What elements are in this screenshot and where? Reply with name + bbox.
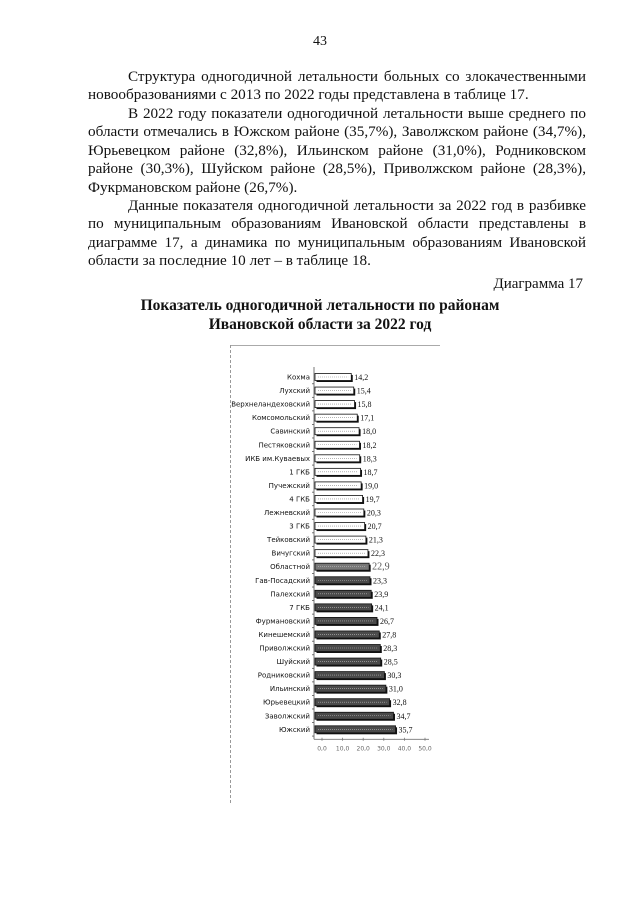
value-label: 20,7	[367, 522, 382, 532]
category-label: Верхнеландеховский	[231, 400, 310, 409]
value-axis-tick-label: 50,0	[418, 745, 432, 753]
paragraph-3-text: Данные показателя одногодичной летальности за 2022 год в разбивке по муниципальным образованиям Ивановской области представлены в диаграмме 17, а динамика по муниципальным образованиям Ивановской области за последние 10 лет – в таблице 18.	[88, 197, 586, 270]
category-label: Пестяковский	[258, 441, 310, 450]
diagram-caption-label: Диаграмма 17	[493, 276, 583, 292]
category-label: 7 ГКБ	[289, 603, 310, 612]
paragraph-2-text: В 2022 году показатели одногодичной летальности выше среднего по области отмечались в Южском районе (35,7%), Заволжском районе (34,7%), Юрьевецком районе (32,8%), Ильинском районе (31,0%), Родниковском районе (30,3%), Шуйском районе (28,5%), Приволжском районе (28,3%), Фукрмановском районе (26,7%).	[88, 105, 586, 196]
value-label: 19,7	[365, 494, 380, 504]
paragraph-1-text: Структура одногодичной летальности больных со злокачественными новообразованиями с 2013 по 2022 годы представлена в таблице 17.	[88, 68, 586, 104]
category-label: Ильинский	[269, 685, 310, 694]
value-axis-tick-label: 30,0	[377, 745, 391, 753]
value-label: 17,1	[360, 413, 375, 423]
value-label: 19,0	[364, 481, 379, 491]
bar-8	[315, 468, 361, 475]
value-label: 34,7	[396, 711, 411, 721]
value-axis-tick-label: 0,0	[317, 745, 327, 753]
value-label: 24,1	[374, 603, 389, 613]
value-label: 21,3	[368, 535, 383, 545]
category-label: 4 ГКБ	[289, 495, 310, 504]
value-label: 22,9	[372, 561, 390, 573]
value-label: 23,9	[374, 589, 389, 599]
value-label: 30,3	[387, 671, 402, 681]
paragraph-2	[88, 105, 586, 197]
value-label: 28,5	[383, 657, 398, 667]
chart-title-line-2: Ивановской области за 2022 год	[208, 316, 432, 333]
paragraph-1	[88, 68, 586, 105]
category-label: Савинский	[270, 427, 310, 436]
value-label: 15,4	[356, 386, 371, 396]
value-label: 20,3	[366, 508, 381, 518]
value-axis-tick-label: 40,0	[397, 745, 412, 753]
chart-title-line-1: Показатель одногодичной летальности по районам	[140, 297, 500, 314]
category-label: Фурмановский	[255, 617, 310, 626]
category-label: Шуйский	[276, 658, 310, 667]
category-label: Пучежский	[268, 481, 310, 490]
category-label: Кинешемский	[258, 630, 310, 639]
value-label: 31,0	[388, 684, 403, 694]
category-label: Южский	[278, 725, 310, 734]
paragraph-3	[88, 197, 586, 271]
category-label: Родниковский	[257, 671, 310, 680]
category-label: Областной	[270, 563, 310, 572]
value-label: 26,7	[380, 616, 395, 626]
category-label: Заволжский	[264, 712, 310, 721]
value-label: 32,8	[392, 698, 407, 708]
category-label: Гав-Посадский	[255, 576, 310, 585]
value-label: 27,8	[382, 630, 397, 640]
category-label: Палехский	[270, 590, 310, 599]
value-label: 28,3	[383, 644, 398, 653]
chart-title	[0, 296, 640, 334]
value-label: 35,7	[398, 725, 413, 735]
category-label: Комсомольский	[251, 414, 310, 423]
value-label: 18,2	[362, 440, 377, 450]
category-label: 1 ГКБ	[289, 468, 310, 477]
chart-frame	[230, 345, 442, 803]
category-label: ИКБ им.Куваевых	[245, 454, 310, 463]
value-label: 15,8	[357, 400, 372, 410]
value-axis-tick-label: 10,0	[335, 745, 350, 753]
value-label: 18,0	[362, 427, 377, 437]
value-label: 18,7	[363, 467, 378, 477]
category-label: Тейковский	[267, 536, 310, 545]
category-label: Приволжский	[259, 644, 310, 653]
bar-18	[315, 604, 372, 611]
value-label: 22,3	[370, 549, 385, 559]
category-label: Лежневский	[263, 509, 310, 517]
bar-27	[315, 726, 396, 733]
category-label: Вичугский	[271, 549, 310, 558]
value-label: 14,2	[354, 373, 369, 382]
page-number: 43	[313, 34, 327, 49]
category-label: Лухский	[279, 387, 310, 396]
category-label: Кохма	[287, 373, 310, 382]
value-label: 18,3	[362, 454, 377, 464]
category-label: 3 ГКБ	[289, 522, 310, 531]
bar-chart	[230, 345, 442, 803]
value-axis-tick-label: 20,0	[356, 745, 370, 753]
category-label: Юрьевецкий	[263, 698, 310, 707]
value-label: 23,3	[372, 576, 387, 586]
